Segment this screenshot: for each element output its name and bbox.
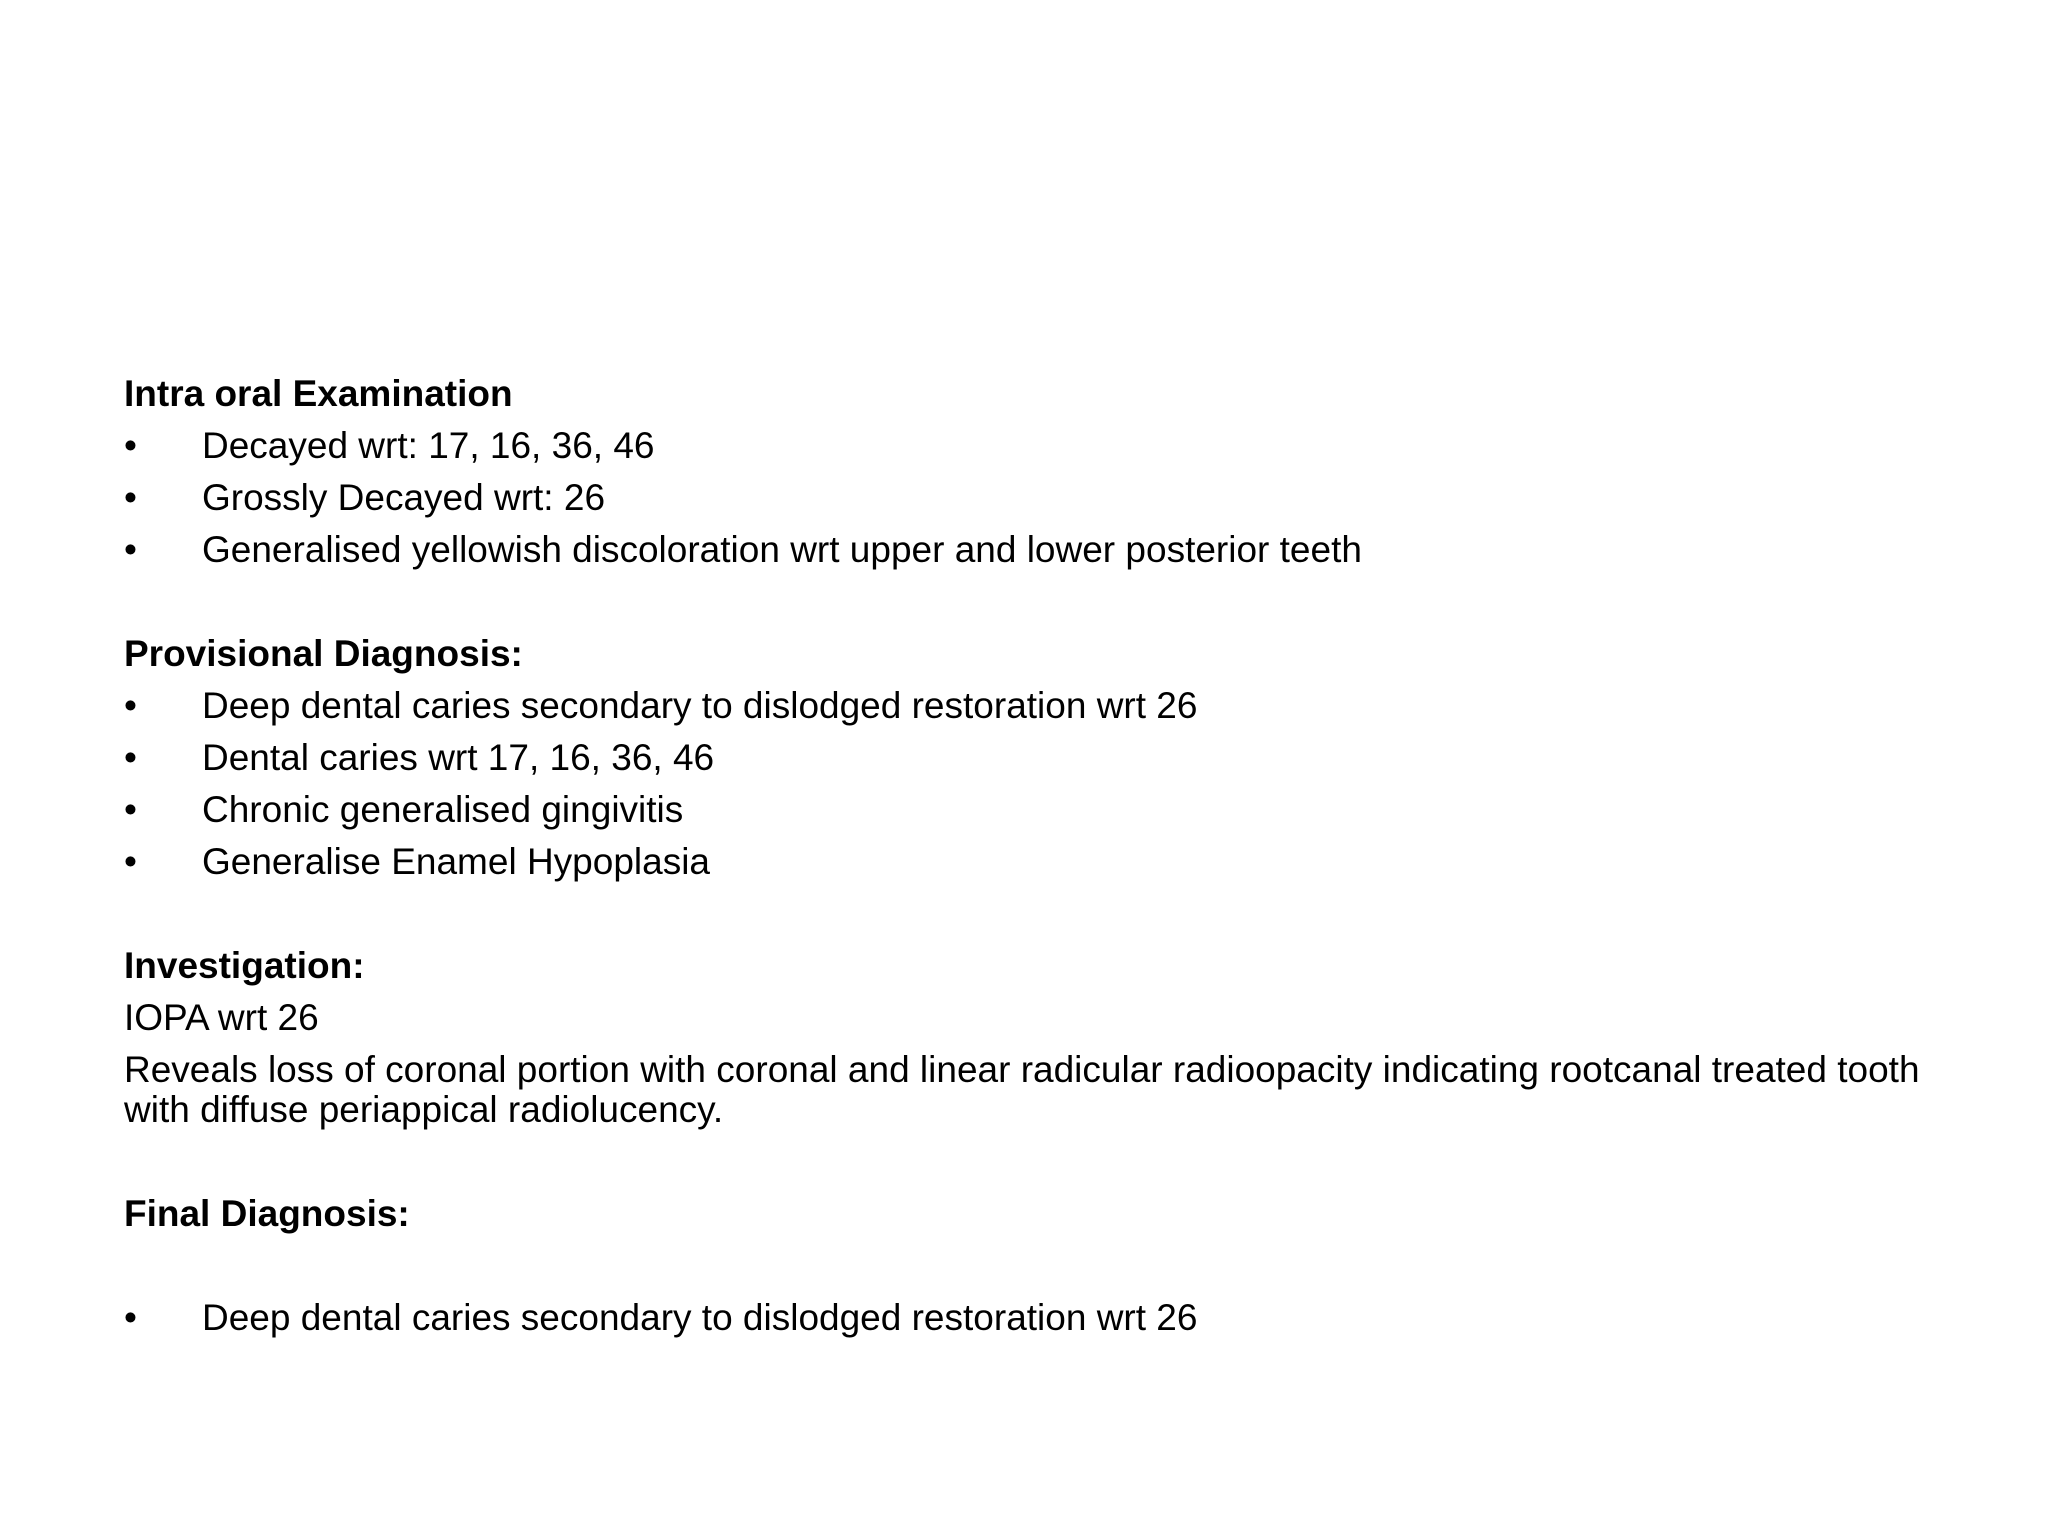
list-item-text: Deep dental caries secondary to dislodged restoration wrt 26: [202, 685, 1198, 726]
list-item-text: Decayed wrt: 17, 16, 36, 46: [202, 425, 655, 466]
list-item: [124, 784, 1944, 836]
provisional-diagnosis-heading: Provisional Diagnosis:: [124, 633, 523, 674]
list-item-text: Generalised yellowish discoloration wrt upper and lower posterior teeth: [202, 529, 1362, 570]
bullet-icon: •: [124, 529, 137, 570]
investigation-line: IOPA wrt 26: [124, 997, 319, 1038]
list-item-text: Dental caries wrt 17, 16, 36, 46: [202, 737, 715, 778]
list-item-text: Generalise Enamel Hypoplasia: [202, 841, 710, 882]
bullet-icon: •: [124, 789, 137, 830]
bullet-icon: •: [124, 841, 137, 882]
spacer: [124, 1130, 1944, 1188]
investigation-paragraph: Reveals loss of coronal portion with coronal and linear radicular radioopacity indicating rootcanal treated tooth with diffuse periappical radiolucency.: [124, 1049, 1920, 1130]
list-item: [124, 836, 1944, 888]
slide-content: [124, 368, 1944, 1344]
spacer: [124, 576, 1944, 628]
list-item: [124, 472, 1944, 524]
bullet-icon: •: [124, 477, 137, 518]
bullet-icon: •: [124, 737, 137, 778]
final-diagnosis-heading: Final Diagnosis:: [124, 1193, 410, 1234]
intra-oral-list: [124, 420, 1944, 576]
intra-oral-heading: Intra oral Examination: [124, 373, 513, 414]
final-diagnosis-list: [124, 1292, 1944, 1344]
list-item-text: Deep dental caries secondary to dislodged restoration wrt 26: [202, 1297, 1198, 1338]
list-item: [124, 732, 1944, 784]
list-item: [124, 1292, 1944, 1344]
bullet-icon: •: [124, 425, 137, 466]
spacer: [124, 888, 1944, 940]
list-item: [124, 680, 1944, 732]
bullet-icon: •: [124, 1297, 137, 1338]
spacer: [124, 1240, 1944, 1292]
bullet-icon: •: [124, 685, 137, 726]
list-item-text: Grossly Decayed wrt: 26: [202, 477, 606, 518]
list-item: [124, 420, 1944, 472]
provisional-diagnosis-list: [124, 680, 1944, 888]
list-item: [124, 524, 1944, 576]
list-item-text: Chronic generalised gingivitis: [202, 789, 684, 830]
investigation-heading: Investigation:: [124, 945, 365, 986]
